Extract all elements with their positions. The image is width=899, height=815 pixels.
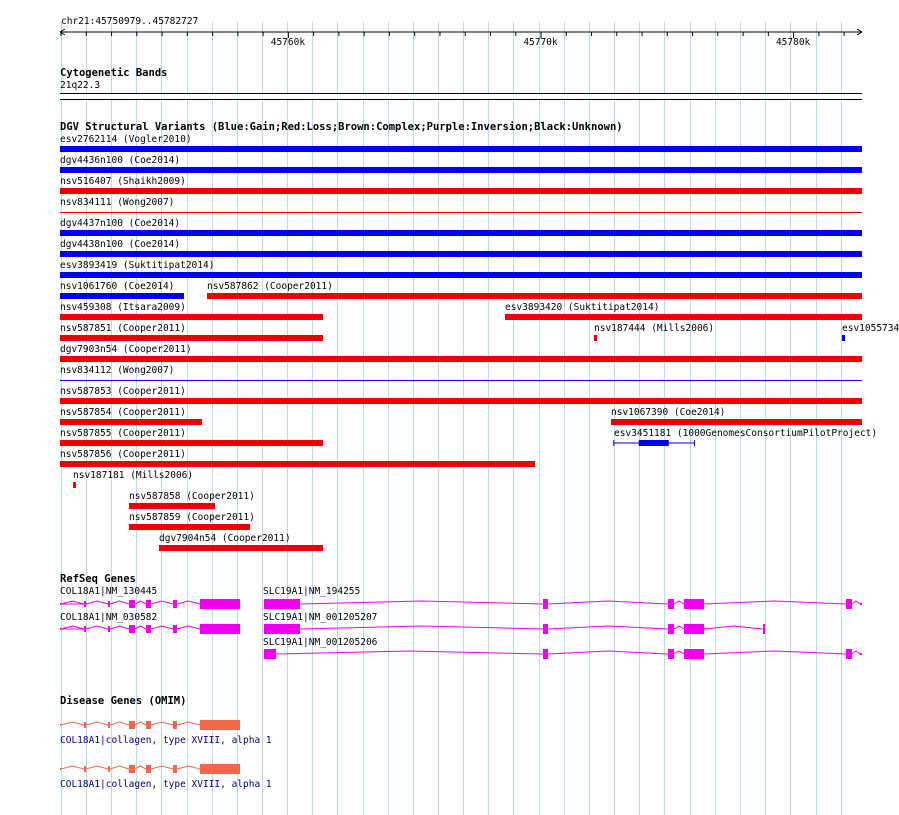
dgv-feature-label[interactable]: nsv1067390 (Coe2014) bbox=[611, 407, 726, 418]
dgv-feature-label[interactable]: esv1055734 bbox=[842, 323, 899, 334]
slc19a1-intron bbox=[548, 651, 668, 654]
dgv-feature-bar[interactable] bbox=[594, 335, 597, 341]
grid-line bbox=[589, 22, 590, 815]
dgv-feature-label[interactable]: esv3451181 (1000GenomesConsortiumPilotProject) bbox=[614, 428, 878, 439]
dgv-feature-bar[interactable] bbox=[60, 272, 862, 278]
dgv-feature-bar[interactable] bbox=[60, 356, 862, 362]
omim-col18a1-exon[interactable] bbox=[146, 721, 151, 729]
dgv-track-title: DGV Structural Variants (Blue:Gain;Red:Loss;Brown:Complex;Purple:Inversion;Black:Unknown) bbox=[60, 121, 623, 133]
col18a1-exon[interactable] bbox=[200, 599, 240, 609]
slc19a1-intron bbox=[852, 651, 860, 654]
coordinates-label: chr21:45750979..45782727 bbox=[61, 16, 199, 27]
grid-line bbox=[413, 22, 414, 815]
slc19a1-exon[interactable] bbox=[860, 603, 862, 605]
ruler-tick-label: 45760k bbox=[270, 37, 306, 48]
dgv-feature-label[interactable]: nsv834112 (Wong2007) bbox=[60, 365, 175, 376]
grid-line bbox=[463, 22, 464, 815]
col18a1-intron bbox=[110, 626, 129, 629]
dgv-feature-bar[interactable] bbox=[60, 440, 323, 446]
omim-col18a1-intron bbox=[151, 722, 173, 725]
dgv-feature-label[interactable]: nsv834111 (Wong2007) bbox=[60, 197, 175, 208]
omim-gene-label[interactable]: COL18A1|collagen, type XVIII, alpha 1 bbox=[60, 735, 272, 746]
omim-col18a1-intron bbox=[151, 766, 173, 769]
col18a1-intron bbox=[151, 626, 173, 629]
col18a1-intron bbox=[86, 626, 108, 629]
col18a1-intron bbox=[86, 601, 108, 604]
refseq-gene-label[interactable]: COL18A1|NM_030582 bbox=[60, 612, 158, 623]
grid-line bbox=[438, 22, 439, 815]
slc19a1-exon[interactable] bbox=[684, 599, 704, 609]
dgv-feature-label[interactable]: nsv187444 (Mills2006) bbox=[594, 323, 715, 334]
slc19a1-intron bbox=[704, 626, 763, 629]
dgv-feature-bar[interactable] bbox=[60, 380, 862, 381]
slc19a1-intron bbox=[674, 626, 684, 629]
grid-line bbox=[287, 22, 288, 815]
slc19a1-exon[interactable] bbox=[543, 599, 548, 609]
dgv-feature-bar[interactable] bbox=[60, 293, 184, 299]
dgv-feature-bar[interactable] bbox=[73, 482, 76, 488]
slc19a1-exon[interactable] bbox=[264, 649, 276, 659]
col18a1-intron bbox=[110, 601, 129, 604]
col18a1-intron bbox=[151, 601, 173, 604]
col18a1-intron bbox=[61, 601, 84, 604]
dgv-feature-bar[interactable] bbox=[60, 212, 862, 213]
omim-col18a1-exon[interactable] bbox=[146, 765, 151, 773]
dgv-feature-bar[interactable] bbox=[60, 398, 862, 404]
col18a1-exon[interactable] bbox=[108, 626, 110, 632]
omim-col18a1-intron bbox=[110, 722, 129, 725]
omim-col18a1-exon[interactable] bbox=[200, 764, 240, 774]
dgv-feature-label[interactable]: esv2762114 (Vogler2010) bbox=[60, 134, 192, 145]
dgv-feature-bar[interactable] bbox=[159, 545, 323, 551]
dgv-feature-bar[interactable] bbox=[611, 419, 862, 425]
grid-line bbox=[212, 22, 213, 815]
grid-line bbox=[564, 22, 565, 815]
col18a1-intron bbox=[177, 626, 200, 629]
slc19a1-exon[interactable] bbox=[543, 624, 548, 634]
dgv-feature-label[interactable]: nsv516407 (Shaikh2009) bbox=[60, 176, 186, 187]
dgv-feature-bar[interactable] bbox=[505, 314, 862, 320]
slc19a1-intron bbox=[276, 651, 543, 654]
dgv-feature-bar[interactable] bbox=[60, 251, 862, 257]
dgv-feature-label[interactable]: nsv1061760 (Coe2014) bbox=[60, 281, 175, 292]
col18a1-exon[interactable] bbox=[146, 625, 151, 633]
slc19a1-intron bbox=[674, 651, 684, 654]
col18a1-exon[interactable] bbox=[146, 600, 151, 608]
refseq-track-title: RefSeq Genes bbox=[60, 573, 136, 585]
slc19a1-exon[interactable] bbox=[668, 624, 674, 634]
col18a1-intron bbox=[61, 626, 84, 629]
dgv-feature-bar[interactable] bbox=[129, 503, 215, 509]
grid-line bbox=[312, 22, 313, 815]
dgv-feature-label[interactable]: nsv587862 (Cooper2011) bbox=[207, 281, 333, 292]
dgv-feature-bar[interactable] bbox=[60, 419, 202, 425]
omim-col18a1-intron bbox=[177, 722, 200, 725]
omim-col18a1-exon[interactable] bbox=[200, 720, 240, 730]
col18a1-intron bbox=[177, 601, 200, 604]
slc19a1-exon[interactable] bbox=[684, 624, 704, 634]
slc19a1-exon[interactable] bbox=[684, 649, 704, 659]
grid-line bbox=[388, 22, 389, 815]
refseq-gene-label[interactable]: SLC19A1|NM_194255 bbox=[263, 586, 361, 597]
slc19a1-exon[interactable] bbox=[846, 599, 852, 609]
dgv-feature-bar[interactable] bbox=[207, 293, 862, 299]
refseq-gene-label[interactable]: COL18A1|NM_130445 bbox=[60, 586, 158, 597]
cytoband-label: 21q22.3 bbox=[60, 80, 101, 91]
dgv-feature-label[interactable]: dgv4437n100 (Coe2014) bbox=[60, 218, 181, 229]
dgv-feature-label[interactable]: esv3893420 (Suktitipat2014) bbox=[505, 302, 660, 313]
grid-line bbox=[363, 22, 364, 815]
omim-col18a1-intron bbox=[86, 722, 108, 725]
dgv-feature-bar[interactable] bbox=[129, 524, 250, 530]
dgv-feature-label[interactable]: nsv587853 (Cooper2011) bbox=[60, 386, 186, 397]
ruler bbox=[0, 22, 890, 72]
slc19a1-exon[interactable] bbox=[668, 599, 674, 609]
omim-gene-label[interactable]: COL18A1|collagen, type XVIII, alpha 1 bbox=[60, 779, 272, 790]
refseq-gene-label[interactable]: SLC19A1|NM_001205206 bbox=[263, 637, 378, 648]
dgv-feature-bar[interactable] bbox=[60, 146, 862, 152]
omim-col18a1-intron bbox=[61, 766, 84, 769]
dgv-feature-label[interactable]: nsv587858 (Cooper2011) bbox=[129, 491, 255, 502]
dgv-feature-label[interactable]: nsv587855 (Cooper2011) bbox=[60, 428, 186, 439]
dgv-feature-label[interactable]: nsv587856 (Cooper2011) bbox=[60, 449, 186, 460]
slc19a1-exon[interactable] bbox=[264, 624, 300, 634]
col18a1-exon[interactable] bbox=[108, 601, 110, 607]
dgv-feature-label[interactable]: nsv459308 (Itsara2009) bbox=[60, 302, 186, 313]
omim-track-title: Disease Genes (OMIM) bbox=[60, 695, 187, 707]
dgv-feature-bar[interactable] bbox=[60, 167, 862, 173]
omim-col18a1-intron bbox=[177, 766, 200, 769]
grid-line bbox=[262, 22, 263, 815]
col18a1-exon[interactable] bbox=[129, 625, 135, 633]
slc19a1-intron bbox=[704, 651, 846, 654]
refseq-gene-label[interactable]: SLC19A1|NM_001205207 bbox=[263, 612, 378, 623]
slc19a1-intron bbox=[704, 601, 846, 604]
slc19a1-exon[interactable] bbox=[860, 653, 862, 655]
dgv-feature-bar[interactable] bbox=[842, 335, 845, 341]
dgv-feature-bar[interactable] bbox=[60, 461, 535, 467]
dgv-feature-label[interactable]: nsv587859 (Cooper2011) bbox=[129, 512, 255, 523]
grid-line bbox=[539, 22, 540, 815]
ruler-tick-label: 45780k bbox=[775, 37, 811, 48]
dgv-feature-label[interactable]: nsv587851 (Cooper2011) bbox=[60, 323, 186, 334]
grid-line bbox=[488, 22, 489, 815]
dgv-feature-bar[interactable] bbox=[60, 314, 323, 320]
dgv-feature-bar[interactable] bbox=[60, 335, 323, 341]
cytoband-ideogram[interactable] bbox=[60, 93, 862, 100]
omim-col18a1-exon[interactable] bbox=[129, 721, 135, 729]
slc19a1-exon[interactable] bbox=[668, 649, 674, 659]
omim-col18a1-exon[interactable] bbox=[173, 721, 177, 729]
omim-col18a1-intron bbox=[110, 766, 129, 769]
dgv-feature-label[interactable]: dgv7903n54 (Cooper2011) bbox=[60, 344, 192, 355]
dgv-feature-label[interactable]: esv3893419 (Suktitipat2014) bbox=[60, 260, 215, 271]
slc19a1-exon[interactable] bbox=[543, 649, 548, 659]
dgv-feature-label[interactable]: nsv587854 (Cooper2011) bbox=[60, 407, 186, 418]
dgv-feature-label[interactable]: dgv4436n100 (Coe2014) bbox=[60, 155, 181, 166]
grid-line bbox=[237, 22, 238, 815]
slc19a1-intron bbox=[674, 601, 684, 604]
omim-col18a1-intron bbox=[61, 722, 84, 725]
grid-line bbox=[513, 22, 514, 815]
omim-col18a1-intron bbox=[86, 766, 108, 769]
dgv-feature-bar[interactable] bbox=[60, 230, 862, 236]
grid-line bbox=[337, 22, 338, 815]
dgv-feature-label[interactable]: dgv4438n100 (Coe2014) bbox=[60, 239, 181, 250]
slc19a1-intron bbox=[548, 626, 668, 629]
col18a1-exon[interactable] bbox=[200, 624, 240, 634]
slc19a1-intron bbox=[852, 601, 860, 604]
col18a1-exon[interactable] bbox=[173, 600, 177, 608]
omim-col18a1-exon[interactable] bbox=[108, 766, 110, 772]
ruler-tick-label: 45770k bbox=[523, 37, 558, 48]
dgv-feature-label[interactable]: nsv187181 (Mills2006) bbox=[73, 470, 194, 481]
dgv-feature-label[interactable]: dgv7904n54 (Cooper2011) bbox=[159, 533, 291, 544]
col18a1-exon[interactable] bbox=[129, 600, 135, 608]
cytoband-track-title: Cytogenetic Bands bbox=[60, 67, 168, 79]
slc19a1-exon[interactable] bbox=[846, 649, 852, 659]
col18a1-exon[interactable] bbox=[173, 625, 177, 633]
dgv-feature-bar[interactable] bbox=[60, 188, 862, 194]
omim-col18a1-exon[interactable] bbox=[129, 765, 135, 773]
omim-col18a1-exon[interactable] bbox=[108, 722, 110, 728]
omim-col18a1-exon[interactable] bbox=[173, 765, 177, 773]
slc19a1-exon[interactable] bbox=[264, 599, 300, 609]
slc19a1-intron bbox=[548, 601, 668, 604]
